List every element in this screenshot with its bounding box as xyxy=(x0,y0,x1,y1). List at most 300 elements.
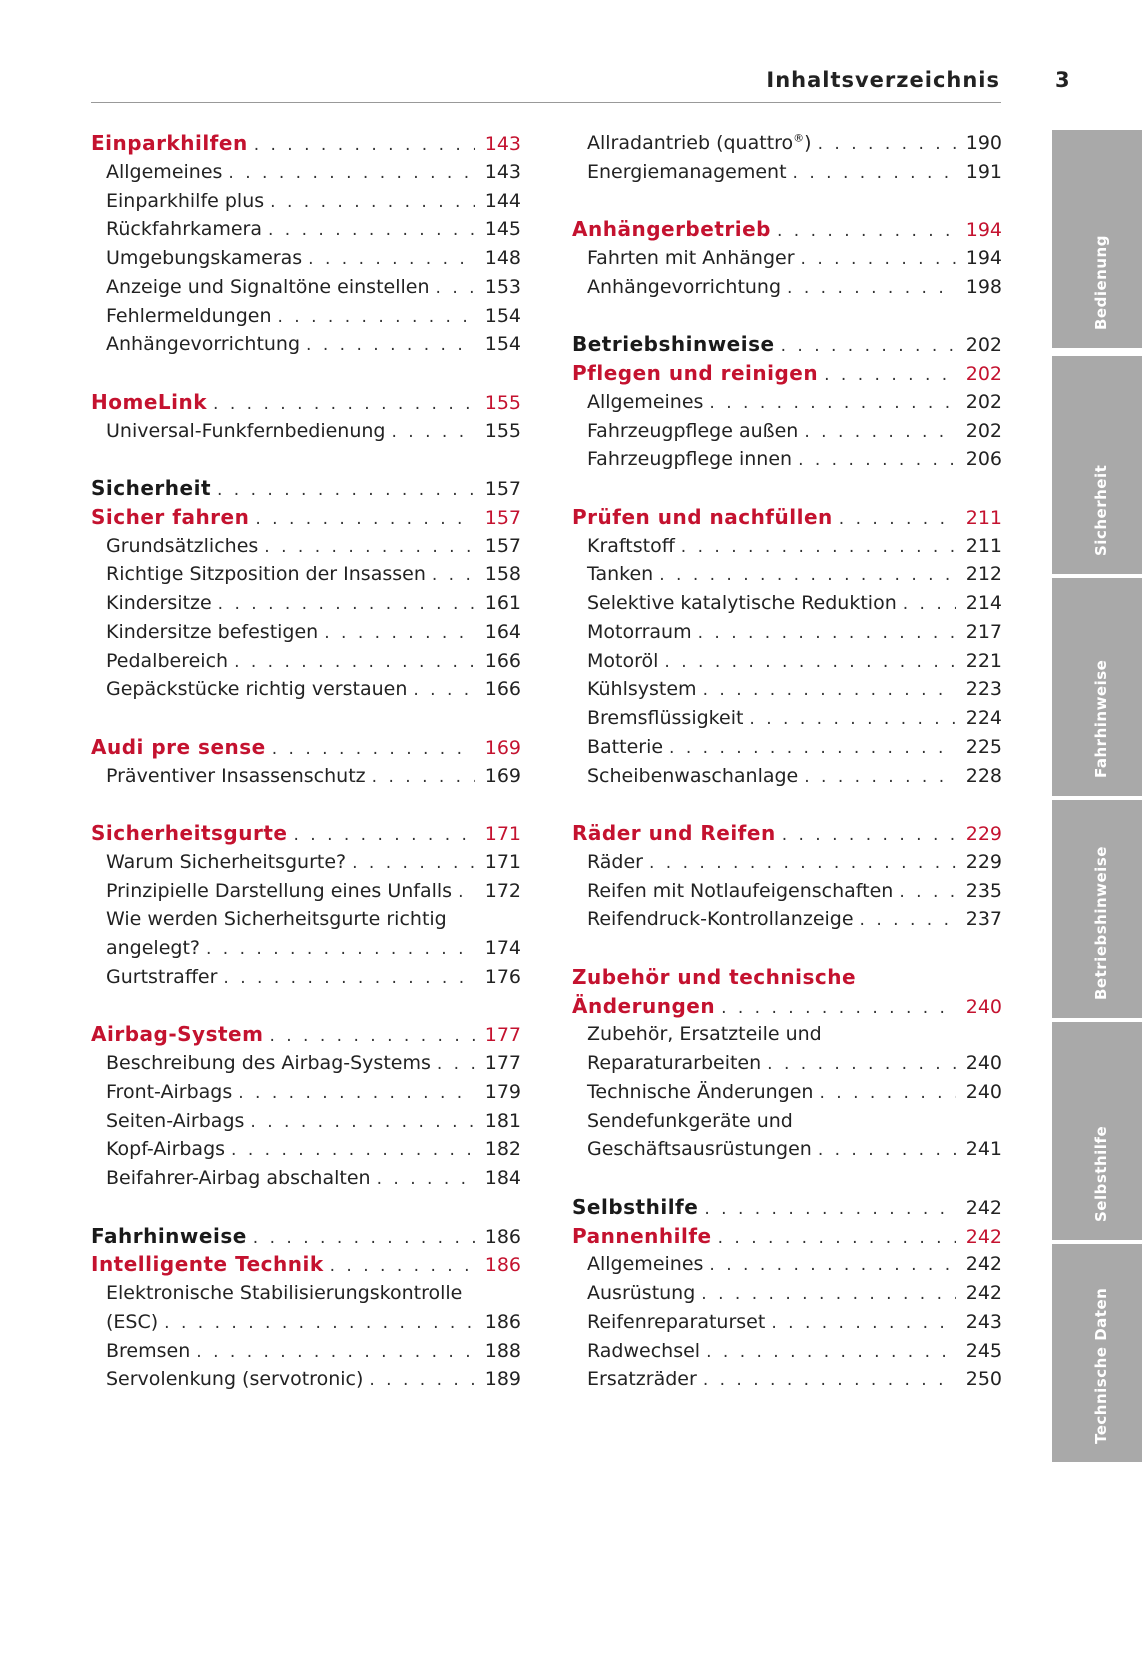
toc-page-number: 242 xyxy=(965,1225,1002,1248)
toc-entry-title: Airbag-System xyxy=(91,1022,264,1047)
toc-entry-title: Motoröl xyxy=(587,649,659,672)
toc-entry-title: angelegt? xyxy=(106,937,200,959)
toc-chapter-entry xyxy=(572,359,1002,388)
toc-entry-title: Selektive katalytische Reduktion xyxy=(587,592,897,614)
toc-entry-title: Pedalbereich xyxy=(106,649,229,672)
toc-section-entry xyxy=(91,158,521,187)
toc-entry-title: Zubehör, Ersatzteile und xyxy=(587,1023,822,1046)
toc-entry-title: Kindersitze befestigen xyxy=(106,620,319,643)
toc-section-entry xyxy=(91,934,521,963)
dot-leader xyxy=(787,274,956,303)
toc-entry-title: Scheibenwaschanlage xyxy=(587,764,799,787)
toc-section-entry xyxy=(91,675,521,704)
dot-leader xyxy=(254,131,475,160)
toc-page-number: 202 xyxy=(965,363,1002,385)
toc-section-entry xyxy=(91,330,521,359)
header-rule xyxy=(91,102,1001,103)
chapter-tab-label: Technische Daten xyxy=(1092,1287,1110,1444)
chapter-tab[interactable] xyxy=(1052,578,1142,796)
toc-page-number: 144 xyxy=(484,189,521,212)
toc-section-entry xyxy=(572,1078,1002,1107)
toc-entry-title: Rückfahrkamera xyxy=(106,218,262,241)
toc-page-number: 194 xyxy=(965,219,1002,242)
dot-leader xyxy=(436,274,475,303)
dot-leader xyxy=(458,878,475,907)
toc-section-entry xyxy=(91,647,521,676)
toc-section-entry xyxy=(91,417,521,446)
toc-page-number: 166 xyxy=(484,649,521,672)
chapter-tab[interactable] xyxy=(1052,130,1142,348)
toc-entry-title: Anzeige und Signaltöne einstellen xyxy=(106,275,430,298)
toc-chapter-entry xyxy=(91,503,521,532)
toc-entry-title: Einparkhilfen xyxy=(91,131,248,155)
toc-entry-title: Tanken xyxy=(587,563,654,586)
dot-leader xyxy=(703,676,956,705)
toc-section-entry xyxy=(572,675,1002,704)
toc-page-number: 221 xyxy=(965,649,1002,672)
toc-page-number: 181 xyxy=(484,1109,521,1132)
toc-section-entry xyxy=(572,1365,1002,1394)
dot-leader xyxy=(369,1366,475,1395)
dot-leader xyxy=(721,994,956,1023)
toc-page-number: 190 xyxy=(965,132,1002,154)
dot-leader xyxy=(659,561,956,590)
toc-page-number: 161 xyxy=(484,592,521,614)
toc-page-number: 212 xyxy=(965,563,1002,586)
dot-leader xyxy=(253,1224,475,1253)
toc-page-number: 229 xyxy=(965,850,1002,873)
toc-page-number: 186 xyxy=(484,1225,521,1248)
toc-section-entry xyxy=(91,1135,521,1164)
toc-spacer xyxy=(91,992,521,1021)
toc-section-entry xyxy=(572,273,1002,302)
dot-leader xyxy=(819,1079,956,1108)
dot-leader xyxy=(218,590,475,619)
toc-page-number: 206 xyxy=(965,448,1002,471)
toc-page-number: 186 xyxy=(484,1310,521,1333)
toc-section-entry xyxy=(572,618,1002,647)
toc-chapter-entry xyxy=(91,129,521,158)
toc-section-entry xyxy=(91,215,521,244)
toc-section-entry xyxy=(91,1308,521,1337)
dot-leader xyxy=(698,619,956,648)
toc-page-number: 223 xyxy=(965,678,1002,701)
toc-page-number: 191 xyxy=(965,160,1002,183)
chapter-tab-label: Selbsthilfe xyxy=(1092,1125,1110,1222)
toc-entry-title: Reifenreparaturset xyxy=(587,1310,766,1333)
toc-section-entry xyxy=(91,618,521,647)
toc-page-number: 189 xyxy=(484,1368,521,1391)
chapter-tab[interactable] xyxy=(1052,800,1142,1018)
toc-entry-title: Warum Sicherheitsgurte? xyxy=(106,850,347,873)
toc-chapter-entry xyxy=(91,1250,521,1279)
toc-page-number: 240 xyxy=(965,1052,1002,1074)
toc-section-entry xyxy=(572,388,1002,417)
toc-entry-title: Anhängevorrichtung xyxy=(106,333,301,356)
dot-leader xyxy=(196,1338,475,1367)
dot-leader xyxy=(277,303,475,332)
toc-column-right xyxy=(572,129,1002,1394)
toc-section-entry xyxy=(91,532,521,561)
toc-page-number: 250 xyxy=(965,1368,1002,1391)
toc-entry-title: Grundsätzliches xyxy=(106,534,259,557)
toc-entry-title: Beschreibung des Airbag-Systems xyxy=(106,1052,431,1074)
toc-entry-title: Richtige Sitzposition der Insassen xyxy=(106,563,426,586)
page-number: 3 xyxy=(1055,68,1070,92)
toc-page-number: 177 xyxy=(484,1052,521,1074)
toc-entry-title: Ausrüstung xyxy=(587,1282,696,1304)
toc-entry-title: Sicherheit xyxy=(91,476,211,500)
dot-leader xyxy=(709,1251,956,1280)
dot-leader xyxy=(718,1224,956,1253)
toc-page-number: 148 xyxy=(484,247,521,269)
dot-leader xyxy=(899,878,956,907)
toc-section-entry xyxy=(572,647,1002,676)
dot-leader xyxy=(749,705,956,734)
toc-entry-title: Fehlermeldungen xyxy=(106,304,272,327)
toc-entry-title: Universal-Funkfernbedienung xyxy=(106,419,386,442)
toc-section-entry xyxy=(572,1308,1002,1337)
toc-section-entry xyxy=(91,905,521,934)
toc-section-entry xyxy=(572,1107,1002,1136)
dot-leader xyxy=(269,1022,475,1051)
toc-entry-title: Bremsen xyxy=(106,1339,191,1362)
dot-leader xyxy=(801,245,956,274)
dot-leader xyxy=(771,1309,956,1338)
toc-section-entry xyxy=(572,877,1002,906)
toc-page-number: 235 xyxy=(965,879,1002,902)
toc-section-entry xyxy=(572,417,1002,446)
toc-entry-title: Allgemeines xyxy=(106,160,223,183)
toc-entry-title: Kraftstoff xyxy=(587,534,675,557)
toc-page-number: 242 xyxy=(965,1253,1002,1276)
dot-leader xyxy=(255,505,475,534)
toc-chapter-entry xyxy=(572,1222,1002,1251)
toc-entry-title: Gepäckstücke richtig verstauen xyxy=(106,678,408,701)
toc-entry-title: Fahrten mit Anhänger xyxy=(587,247,795,269)
dot-leader xyxy=(709,389,956,418)
toc-section-entry xyxy=(91,1078,521,1107)
toc-page-number: 155 xyxy=(484,391,521,414)
toc-page-number: 241 xyxy=(965,1138,1002,1161)
toc-entry-title: Umgebungskameras xyxy=(106,247,303,269)
toc-chapter-entry xyxy=(572,819,1002,848)
toc-section-entry xyxy=(91,877,521,906)
dot-leader xyxy=(860,906,956,935)
toc-entry-title: Elektronische Stabilisierungskontrolle xyxy=(106,1282,463,1304)
toc-entry-title: Fahrzeugpflege innen xyxy=(587,448,793,471)
toc-spacer xyxy=(91,704,521,733)
toc-entry-title: Geschäftsausrüstungen xyxy=(587,1138,812,1161)
toc-page-number: 242 xyxy=(965,1282,1002,1304)
chapter-tab-label: Sicherheit xyxy=(1092,464,1110,556)
dot-leader xyxy=(437,1050,475,1079)
toc-entry-title: Audi pre sense xyxy=(91,734,266,759)
toc-page-number: 240 xyxy=(965,1080,1002,1103)
toc-entry-title: Kühlsystem xyxy=(587,678,697,701)
toc-section-entry xyxy=(572,704,1002,733)
toc-entry-title: Sicherheitsgurte xyxy=(91,821,288,845)
dot-leader xyxy=(804,418,956,447)
toc-page-number: 224 xyxy=(965,707,1002,729)
toc-entry-title: Räder und Reifen xyxy=(572,821,776,845)
toc-chapter-entry xyxy=(91,819,521,848)
toc-entry-title: Pflegen und reinigen xyxy=(572,361,819,385)
toc-page-number: 243 xyxy=(965,1310,1002,1333)
toc-entry-title: Pannenhilfe xyxy=(572,1223,712,1248)
toc-page-number: 154 xyxy=(484,333,521,356)
toc-page-number: 157 xyxy=(484,478,521,500)
toc-entry-title: Änderungen xyxy=(572,993,716,1018)
toc-page-number: 143 xyxy=(484,133,521,155)
toc-entry-title: Seiten-Airbags xyxy=(106,1109,245,1132)
toc-section-entry xyxy=(91,302,521,331)
toc-section-entry xyxy=(91,1049,521,1078)
dot-leader xyxy=(234,648,475,677)
toc-section-entry xyxy=(91,244,521,273)
toc-section-entry xyxy=(91,1279,521,1308)
toc-spacer xyxy=(572,474,1002,503)
toc-section-entry xyxy=(572,129,1002,158)
toc-page-number: 179 xyxy=(484,1080,521,1103)
dot-leader xyxy=(238,1079,475,1108)
toc-entry-title: Radwechsel xyxy=(587,1339,701,1362)
toc-entry-title: Bremsflüssigkeit xyxy=(587,707,744,729)
dot-leader xyxy=(231,1136,475,1165)
toc-entry-title: Gurtstraffer xyxy=(106,965,218,988)
toc-entry-title: Reifen mit Notlaufeigenschaften xyxy=(587,879,894,902)
toc-page-number: 143 xyxy=(484,160,521,183)
chapter-tab-label: Betriebshinweise xyxy=(1092,846,1110,1000)
dot-leader xyxy=(818,130,956,159)
dot-leader xyxy=(793,159,956,188)
toc-spacer xyxy=(91,790,521,819)
dot-leader xyxy=(250,1108,475,1137)
dot-leader xyxy=(767,1050,956,1079)
toc-page-number: 202 xyxy=(965,419,1002,442)
dot-leader xyxy=(669,734,956,763)
toc-section-entry xyxy=(91,560,521,589)
toc-page-number: 229 xyxy=(965,823,1002,845)
toc-page-number: 214 xyxy=(965,592,1002,614)
toc-entry-title: Allgemeines xyxy=(587,1253,704,1276)
toc-entry-title: Betriebshinweise xyxy=(572,332,775,357)
toc-page-number: 158 xyxy=(484,563,521,586)
toc-section-entry xyxy=(572,905,1002,934)
toc-section-entry xyxy=(91,1365,521,1394)
toc-section-entry xyxy=(572,1279,1002,1308)
toc-page-number: 176 xyxy=(484,965,521,988)
toc-section-entry xyxy=(572,445,1002,474)
toc-page-number: 198 xyxy=(965,275,1002,298)
toc-spacer xyxy=(91,359,521,388)
toc-page-number: 172 xyxy=(484,879,521,902)
toc-page-number: 242 xyxy=(965,1196,1002,1219)
toc-page-number: 211 xyxy=(965,506,1002,529)
toc-page-number: 188 xyxy=(484,1339,521,1362)
toc-page-number: 145 xyxy=(484,218,521,241)
toc-page-number: 153 xyxy=(484,275,521,298)
dot-leader xyxy=(293,821,475,850)
toc-page-number: 217 xyxy=(965,620,1002,643)
dot-leader xyxy=(782,821,956,850)
dot-leader xyxy=(703,1366,956,1395)
toc-spacer xyxy=(572,934,1002,963)
toc-entry-title: Technische Änderungen xyxy=(587,1080,814,1103)
dot-leader xyxy=(704,1195,956,1224)
toc-entry-title: Präventiver Insassenschutz xyxy=(106,764,366,787)
toc-chapter-entry xyxy=(572,963,1002,992)
dot-leader xyxy=(164,1309,475,1338)
dot-leader xyxy=(649,849,956,878)
toc-section-entry xyxy=(572,589,1002,618)
toc-entry-title: HomeLink xyxy=(91,389,208,414)
toc-entry-title: Räder xyxy=(587,850,643,873)
dot-leader xyxy=(664,648,956,677)
toc-spacer xyxy=(91,1193,521,1222)
dot-leader xyxy=(228,159,475,188)
toc-page-number: 155 xyxy=(484,419,521,442)
dot-leader xyxy=(781,332,956,361)
toc-entry-title: Reifendruck-Kontrollanzeige xyxy=(587,908,854,931)
dot-leader xyxy=(306,331,475,360)
toc-page-number: 177 xyxy=(484,1024,521,1047)
toc-spacer xyxy=(572,187,1002,216)
dot-leader xyxy=(839,505,956,534)
toc-page-number: 157 xyxy=(484,534,521,557)
toc-chapter-entry xyxy=(91,388,521,417)
toc-page-number: 202 xyxy=(965,390,1002,413)
toc-page-number: 182 xyxy=(484,1138,521,1161)
dot-leader xyxy=(804,763,956,792)
toc-entry-title: Zubehör und technische xyxy=(572,964,857,989)
toc-entry-title: Sendefunkgeräte und xyxy=(587,1109,793,1132)
toc-page-number: 164 xyxy=(484,620,521,643)
dot-leader xyxy=(681,533,956,562)
toc-page-number: 211 xyxy=(965,534,1002,557)
toc-entry-title: Servolenkung (servotronic) xyxy=(106,1368,364,1391)
toc-entry-title: Einparkhilfe plus xyxy=(106,189,265,212)
dot-leader xyxy=(308,245,475,274)
toc-section-entry xyxy=(91,1164,521,1193)
toc-entry-title: Prüfen und nachfüllen xyxy=(572,504,833,529)
toc-chapter-entry xyxy=(572,330,1002,359)
dot-leader xyxy=(270,188,475,217)
toc-entry-title: Anhängevorrichtung xyxy=(587,275,782,298)
toc-section-entry xyxy=(91,762,521,791)
toc-page-number: 228 xyxy=(965,764,1002,787)
toc-entry-title: Intelligente Technik xyxy=(91,1252,324,1277)
toc-spacer xyxy=(572,302,1002,331)
toc-section-entry xyxy=(91,848,521,877)
toc-section-entry xyxy=(572,158,1002,187)
toc-chapter-entry xyxy=(572,215,1002,244)
toc-entry-title: Kindersitze xyxy=(106,592,212,614)
toc-section-entry xyxy=(572,1337,1002,1366)
toc-chapter-entry xyxy=(572,1193,1002,1222)
toc-entry-title: Motorraum xyxy=(587,620,692,643)
toc-spacer xyxy=(572,790,1002,819)
toc-section-entry xyxy=(572,1135,1002,1164)
chapter-tab-label: Bedienung xyxy=(1092,235,1110,330)
dot-leader xyxy=(392,418,476,447)
toc-entry-title: Front-Airbags xyxy=(106,1080,233,1103)
toc-entry-title: Fahrzeugpflege außen xyxy=(587,419,799,442)
chapter-tab[interactable] xyxy=(1052,1244,1142,1462)
toc-chapter-entry xyxy=(91,733,521,762)
toc-page-number: 186 xyxy=(484,1254,521,1277)
toc-section-entry xyxy=(572,532,1002,561)
dot-leader xyxy=(706,1338,956,1367)
dot-leader xyxy=(818,1136,956,1165)
page-header-title: Inhaltsverzeichnis xyxy=(766,68,1000,92)
toc-entry-title: Anhängerbetrieb xyxy=(572,217,771,242)
toc-page-number: 237 xyxy=(965,908,1002,931)
toc-chapter-entry xyxy=(91,1222,521,1251)
dot-leader xyxy=(824,361,956,390)
toc-section-entry xyxy=(572,762,1002,791)
registered-mark: ® xyxy=(793,131,805,145)
dot-leader xyxy=(352,849,475,878)
toc-entry-title: Selbsthilfe xyxy=(572,1194,699,1219)
toc-page-number: 225 xyxy=(965,735,1002,758)
chapter-tab[interactable] xyxy=(1052,1022,1142,1240)
toc-entry-title: Ersatzräder xyxy=(587,1368,697,1391)
toc-page-number: 157 xyxy=(484,506,521,529)
dot-leader xyxy=(213,390,475,419)
toc-page-number: 245 xyxy=(965,1339,1002,1362)
dot-leader xyxy=(798,446,956,475)
toc-page-number: 202 xyxy=(965,334,1002,357)
toc-entry-title: Prinzipielle Darstellung eines Unfalls xyxy=(106,879,453,902)
toc-page-number: 184 xyxy=(484,1167,521,1189)
toc-section-entry xyxy=(91,273,521,302)
dot-leader xyxy=(217,476,475,505)
toc-page-number: 171 xyxy=(484,823,521,845)
toc-chapter-entry xyxy=(91,474,521,503)
toc-section-entry xyxy=(572,1250,1002,1279)
dot-leader xyxy=(272,735,475,764)
toc-entry-title: Beifahrer-Airbag abschalten xyxy=(106,1167,371,1189)
toc-entry-title: Reparaturarbeiten xyxy=(587,1052,762,1074)
toc-entry-title: (ESC) xyxy=(106,1310,159,1333)
toc-page-number: 194 xyxy=(965,247,1002,269)
toc-section-entry xyxy=(572,848,1002,877)
chapter-tab[interactable] xyxy=(1052,356,1142,574)
dot-leader xyxy=(264,533,475,562)
toc-entry-title: Wie werden Sicherheitsgurte richtig xyxy=(106,908,447,931)
toc-page-number: 174 xyxy=(484,937,521,959)
toc-entry-title: Fahrhinweise xyxy=(91,1223,247,1248)
toc-column-left xyxy=(91,129,521,1394)
dot-leader xyxy=(377,1165,475,1194)
toc-page-number: 154 xyxy=(484,304,521,327)
dot-leader xyxy=(903,590,956,619)
toc-entry-title: Batterie xyxy=(587,735,664,758)
toc-section-entry xyxy=(572,1049,1002,1078)
toc-page-number: 240 xyxy=(965,995,1002,1018)
dot-leader xyxy=(432,561,475,590)
toc-section-entry xyxy=(91,589,521,618)
toc-chapter-entry xyxy=(91,1020,521,1049)
toc-section-entry xyxy=(572,560,1002,589)
toc-page-number: 169 xyxy=(484,736,521,759)
toc-chapter-entry xyxy=(572,992,1002,1021)
dot-leader xyxy=(268,216,475,245)
toc-entry-title: Allgemeines xyxy=(587,390,704,413)
toc-spacer xyxy=(572,1164,1002,1193)
toc-section-entry xyxy=(572,1020,1002,1049)
